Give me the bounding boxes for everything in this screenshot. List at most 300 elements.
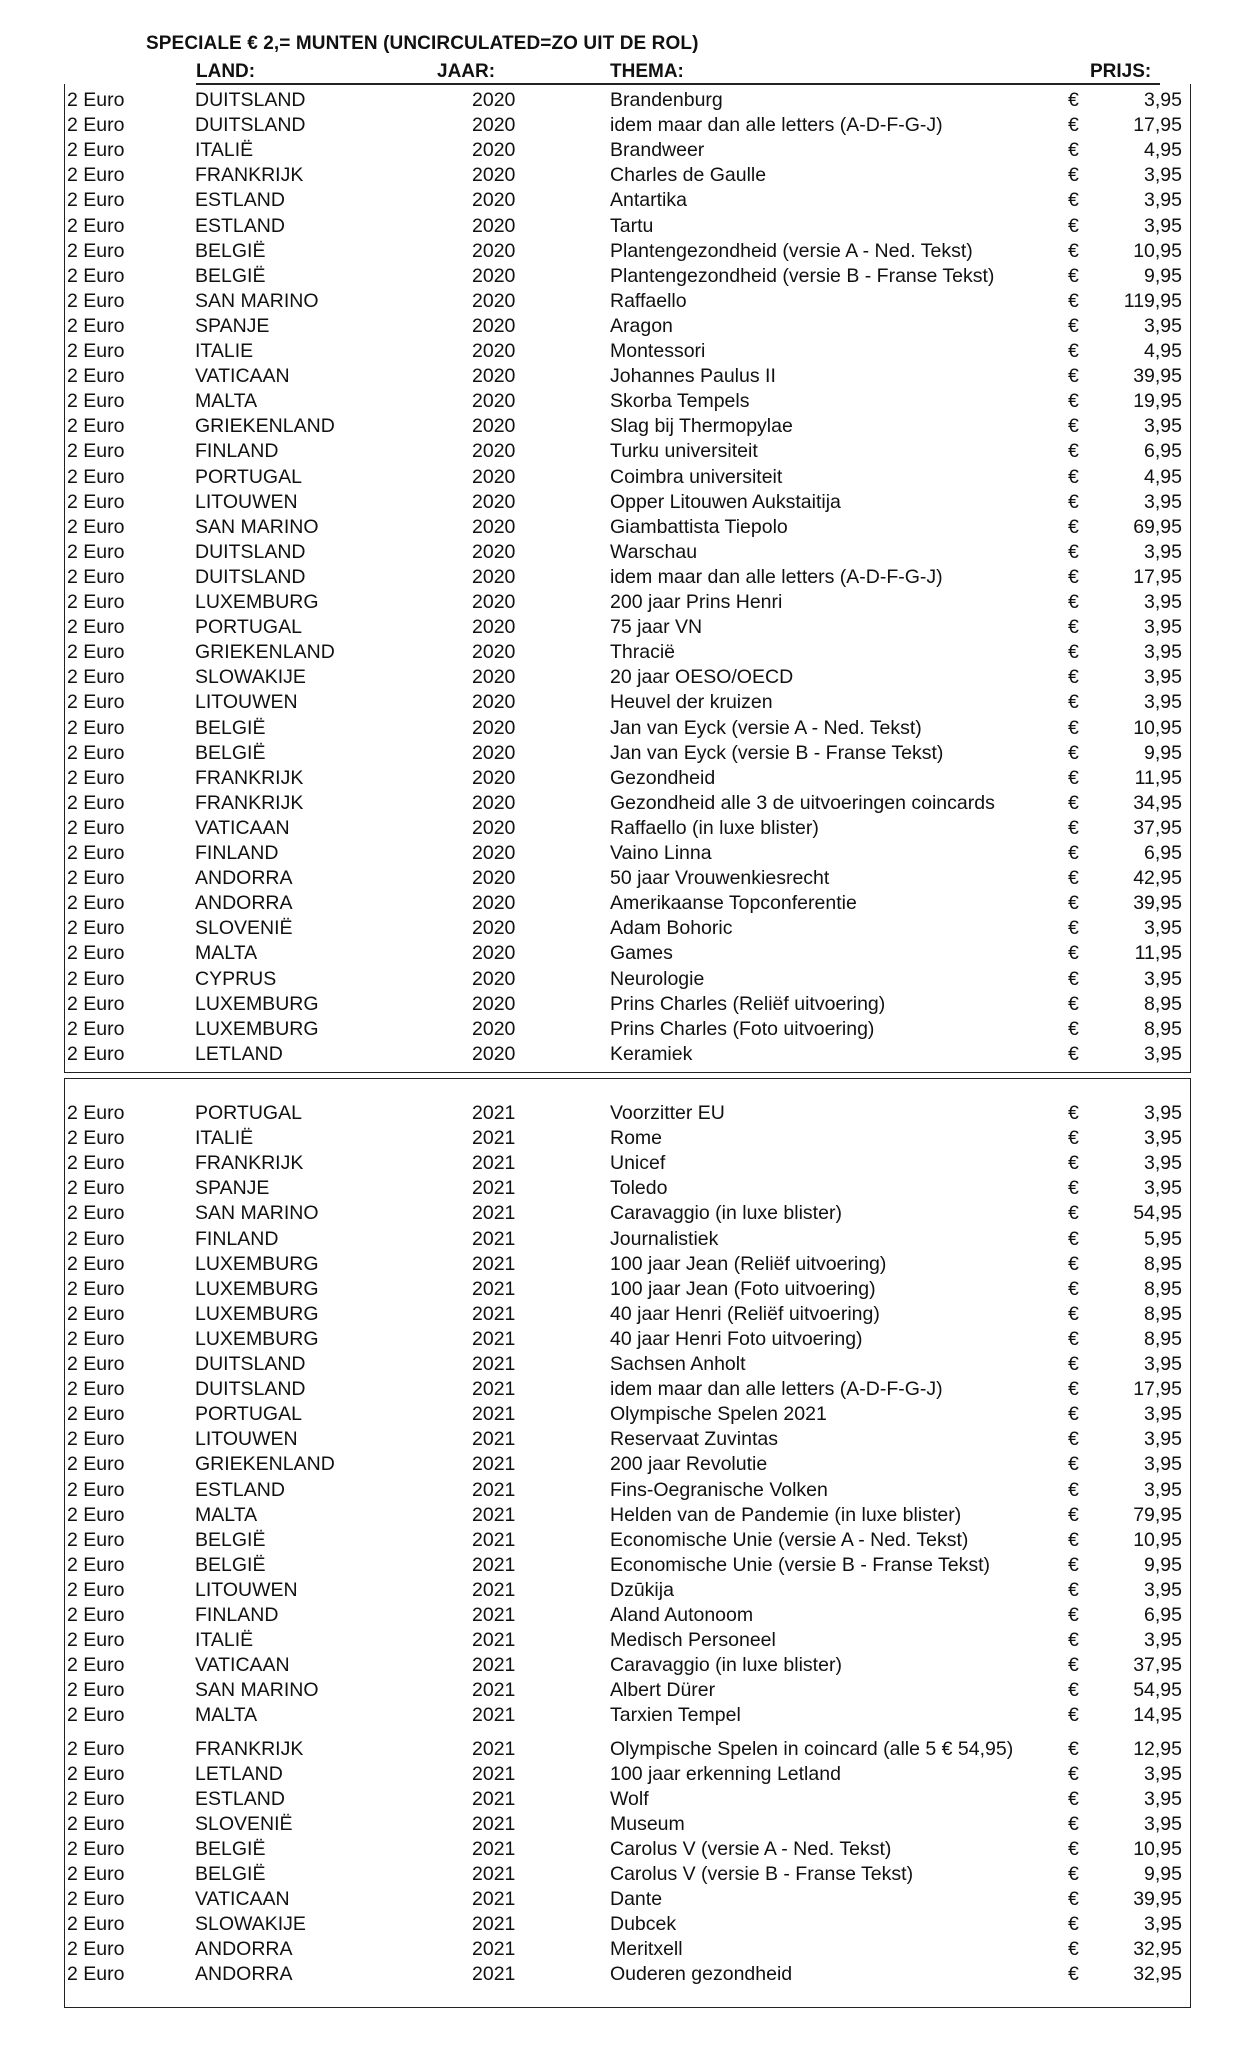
cell-unit: 2 Euro xyxy=(67,1812,125,1835)
cell-unit: 2 Euro xyxy=(67,1403,125,1426)
table-row xyxy=(65,1962,1190,1987)
cell-thema: Games xyxy=(610,942,673,965)
cell-currency: € xyxy=(1068,314,1079,337)
table-row xyxy=(65,1937,1190,1962)
cell-prijs: 3,95 xyxy=(1144,1578,1182,1601)
table-row xyxy=(65,1812,1190,1837)
cell-currency: € xyxy=(1068,1704,1079,1727)
cell-thema: 50 jaar Vrouwenkiesrecht xyxy=(610,867,830,890)
cell-thema: Vaino Linna xyxy=(610,842,712,864)
table-row xyxy=(65,1887,1190,1912)
cell-unit: 2 Euro xyxy=(67,1202,125,1225)
cell-land: CYPRUS xyxy=(195,967,277,990)
cell-thema: Gezondheid alle 3 de uitvoeringen coincards xyxy=(610,791,995,814)
cell-prijs: 10,95 xyxy=(1133,1837,1182,1860)
table-row xyxy=(65,1176,1190,1201)
table-row xyxy=(65,665,1190,690)
cell-jaar: 2020 xyxy=(472,515,516,538)
cell-prijs: 8,95 xyxy=(1144,1302,1182,1325)
cell-currency: € xyxy=(1068,515,1079,538)
cell-jaar: 2020 xyxy=(472,314,516,337)
cell-thema: Toledo xyxy=(610,1177,668,1200)
cell-unit: 2 Euro xyxy=(67,264,125,287)
cell-land: FINLAND xyxy=(195,440,279,463)
cell-prijs: 3,95 xyxy=(1144,540,1182,563)
cell-jaar: 2020 xyxy=(472,666,516,689)
cell-prijs: 19,95 xyxy=(1133,390,1182,413)
cell-thema: idem maar dan alle letters (A-D-F-G-J) xyxy=(610,565,943,588)
cell-unit: 2 Euro xyxy=(67,616,125,639)
cell-thema: Fins-Oegranische Volken xyxy=(610,1478,828,1501)
cell-unit: 2 Euro xyxy=(67,1353,125,1375)
cell-jaar: 2020 xyxy=(472,591,516,613)
cell-currency: € xyxy=(1068,189,1079,212)
cell-prijs: 9,95 xyxy=(1144,1863,1182,1885)
cell-unit: 2 Euro xyxy=(67,1042,125,1065)
cell-unit: 2 Euro xyxy=(67,967,125,990)
cell-land: VATICAAN xyxy=(195,1654,290,1677)
cell-thema: Carolus V (versie A - Ned. Tekst) xyxy=(610,1837,892,1860)
cell-jaar: 2020 xyxy=(472,540,516,563)
cell-jaar: 2020 xyxy=(472,289,516,312)
cell-unit: 2 Euro xyxy=(67,1938,125,1961)
cell-prijs: 8,95 xyxy=(1144,992,1182,1015)
cell-prijs: 8,95 xyxy=(1144,1327,1182,1350)
cell-currency: € xyxy=(1068,1787,1079,1810)
cell-prijs: 8,95 xyxy=(1144,1017,1182,1040)
cell-thema: 40 jaar Henri (Reliëf uitvoering) xyxy=(610,1302,880,1325)
cell-currency: € xyxy=(1068,1913,1079,1936)
cell-unit: 2 Euro xyxy=(67,1679,125,1702)
table-row xyxy=(65,1678,1190,1703)
table-row xyxy=(65,1151,1190,1176)
cell-prijs: 39,95 xyxy=(1133,1888,1182,1911)
cell-thema: Adam Bohoric xyxy=(610,917,733,940)
cell-unit: 2 Euro xyxy=(67,1327,125,1350)
table-row xyxy=(65,314,1190,339)
cell-currency: € xyxy=(1068,1604,1079,1626)
table-row xyxy=(65,515,1190,540)
cell-unit: 2 Euro xyxy=(67,1863,125,1885)
cell-jaar: 2020 xyxy=(472,641,516,664)
cell-prijs: 3,95 xyxy=(1144,314,1182,337)
cell-prijs: 3,95 xyxy=(1144,691,1182,714)
cell-jaar: 2020 xyxy=(472,164,516,187)
cell-thema: Carolus V (versie B - Franse Tekst) xyxy=(610,1863,914,1885)
cell-unit: 2 Euro xyxy=(67,1453,125,1476)
cell-jaar: 2021 xyxy=(472,1528,516,1551)
cell-land: ITALIE xyxy=(195,340,254,362)
table-row xyxy=(65,1478,1190,1503)
table-row xyxy=(65,490,1190,515)
cell-prijs: 9,95 xyxy=(1144,1553,1182,1576)
cell-thema: 100 jaar Jean (Reliëf uitvoering) xyxy=(610,1252,887,1275)
cell-land: DUITSLAND xyxy=(195,565,306,588)
cell-jaar: 2021 xyxy=(472,1102,516,1124)
table-row xyxy=(65,1703,1190,1728)
cell-prijs: 6,95 xyxy=(1144,440,1182,463)
cell-currency: € xyxy=(1068,967,1079,990)
cell-jaar: 2020 xyxy=(472,741,516,764)
cell-jaar: 2021 xyxy=(472,1737,516,1760)
cell-prijs: 4,95 xyxy=(1144,139,1182,162)
cell-prijs: 54,95 xyxy=(1133,1202,1182,1225)
cell-currency: € xyxy=(1068,1478,1079,1501)
cell-jaar: 2020 xyxy=(472,992,516,1015)
cell-jaar: 2021 xyxy=(472,1888,516,1911)
table-row xyxy=(65,1762,1190,1787)
cell-thema: Tartu xyxy=(610,214,654,237)
cell-currency: € xyxy=(1068,1888,1079,1911)
cell-land: LUXEMBURG xyxy=(195,1302,319,1325)
table-row xyxy=(65,1302,1190,1327)
cell-prijs: 3,95 xyxy=(1144,967,1182,990)
cell-currency: € xyxy=(1068,1302,1079,1325)
table-row xyxy=(65,540,1190,565)
cell-unit: 2 Euro xyxy=(67,1127,125,1150)
cell-land: LETLAND xyxy=(195,1042,283,1065)
header-land: LAND: xyxy=(196,61,256,82)
cell-thema: Aland Autonoom xyxy=(610,1604,754,1626)
cell-prijs: 69,95 xyxy=(1133,515,1182,538)
cell-land: ITALIË xyxy=(195,139,254,162)
cell-land: VATICAAN xyxy=(195,816,290,839)
cell-prijs: 3,95 xyxy=(1144,1812,1182,1835)
cell-thema: Caravaggio (in luxe blister) xyxy=(610,1202,842,1225)
cell-unit: 2 Euro xyxy=(67,1302,125,1325)
cell-currency: € xyxy=(1068,1403,1079,1426)
cell-unit: 2 Euro xyxy=(67,515,125,538)
table-row xyxy=(65,414,1190,439)
cell-unit: 2 Euro xyxy=(67,490,125,513)
cell-land: VATICAAN xyxy=(195,1888,290,1911)
cell-thema: Albert Dürer xyxy=(610,1679,716,1702)
cell-unit: 2 Euro xyxy=(67,540,125,563)
cell-currency: € xyxy=(1068,1127,1079,1150)
cell-unit: 2 Euro xyxy=(67,816,125,839)
cell-unit: 2 Euro xyxy=(67,1963,125,1986)
cell-prijs: 3,95 xyxy=(1144,1102,1182,1124)
cell-unit: 2 Euro xyxy=(67,1604,125,1626)
cell-prijs: 8,95 xyxy=(1144,1252,1182,1275)
cell-land: MALTA xyxy=(195,390,258,413)
cell-currency: € xyxy=(1068,892,1079,915)
cell-jaar: 2021 xyxy=(472,1578,516,1601)
table-row xyxy=(65,741,1190,766)
cell-currency: € xyxy=(1068,1227,1079,1250)
cell-land: LUXEMBURG xyxy=(195,1327,319,1350)
cell-prijs: 3,95 xyxy=(1144,591,1182,613)
cell-unit: 2 Euro xyxy=(67,1528,125,1551)
table-row xyxy=(65,1227,1190,1252)
table-row xyxy=(65,1352,1190,1377)
cell-unit: 2 Euro xyxy=(67,139,125,162)
cell-jaar: 2020 xyxy=(472,239,516,262)
table-row xyxy=(65,565,1190,590)
cell-prijs: 34,95 xyxy=(1133,791,1182,814)
cell-unit: 2 Euro xyxy=(67,1152,125,1175)
cell-unit: 2 Euro xyxy=(67,1227,125,1250)
cell-currency: € xyxy=(1068,490,1079,513)
cell-land: ANDORRA xyxy=(195,892,293,915)
cell-prijs: 3,95 xyxy=(1144,666,1182,689)
table-row xyxy=(65,465,1190,490)
cell-land: ESTLAND xyxy=(195,1478,285,1501)
cell-currency: € xyxy=(1068,842,1079,864)
cell-thema: Johannes Paulus II xyxy=(610,365,776,388)
cell-unit: 2 Euro xyxy=(67,641,125,664)
table-row xyxy=(65,1528,1190,1553)
cell-land: FINLAND xyxy=(195,1227,279,1250)
table-row xyxy=(65,1603,1190,1628)
cell-thema: Slag bij Thermopylae xyxy=(610,415,793,438)
cell-currency: € xyxy=(1068,867,1079,890)
cell-land: FRANKRIJK xyxy=(195,164,304,187)
cell-currency: € xyxy=(1068,641,1079,664)
cell-thema: Helden van de Pandemie (in luxe blister) xyxy=(610,1503,962,1526)
cell-jaar: 2021 xyxy=(472,1403,516,1426)
cell-land: BELGIË xyxy=(195,1863,266,1885)
cell-currency: € xyxy=(1068,390,1079,413)
cell-land: SAN MARINO xyxy=(195,515,319,538)
table-row xyxy=(65,1252,1190,1277)
cell-thema: Plantengezondheid (versie B - Franse Tekst) xyxy=(610,264,995,287)
table-row xyxy=(65,1201,1190,1226)
cell-prijs: 3,95 xyxy=(1144,641,1182,664)
cell-land: SLOVENIË xyxy=(195,917,293,940)
cell-jaar: 2020 xyxy=(472,791,516,814)
cell-prijs: 32,95 xyxy=(1133,1963,1182,1986)
cell-thema: Jan van Eyck (versie A - Ned. Tekst) xyxy=(610,716,922,739)
cell-jaar: 2020 xyxy=(472,716,516,739)
cell-prijs: 119,95 xyxy=(1123,289,1182,312)
table-row xyxy=(65,766,1190,791)
cell-jaar: 2021 xyxy=(472,1704,516,1727)
cell-thema: Charles de Gaulle xyxy=(610,164,767,187)
cell-thema: Raffaello (in luxe blister) xyxy=(610,816,819,839)
cell-currency: € xyxy=(1068,1277,1079,1300)
cell-currency: € xyxy=(1068,942,1079,965)
cell-jaar: 2021 xyxy=(472,1604,516,1626)
cell-currency: € xyxy=(1068,1252,1079,1275)
cell-land: DUITSLAND xyxy=(195,114,306,137)
cell-prijs: 3,95 xyxy=(1144,415,1182,438)
cell-land: FRANKRIJK xyxy=(195,791,304,814)
cell-prijs: 54,95 xyxy=(1133,1679,1182,1702)
cell-currency: € xyxy=(1068,465,1079,488)
cell-land: MALTA xyxy=(195,1503,258,1526)
cell-currency: € xyxy=(1068,214,1079,237)
cell-unit: 2 Euro xyxy=(67,164,125,187)
cell-jaar: 2020 xyxy=(472,189,516,212)
cell-unit: 2 Euro xyxy=(67,992,125,1015)
table-section-2020 xyxy=(64,84,1191,1073)
cell-prijs: 3,95 xyxy=(1144,616,1182,639)
cell-thema: 20 jaar OESO/OECD xyxy=(610,666,794,689)
cell-unit: 2 Euro xyxy=(67,741,125,764)
cell-land: LITOUWEN xyxy=(195,691,298,714)
cell-jaar: 2021 xyxy=(472,1679,516,1702)
cell-land: LITOUWEN xyxy=(195,1578,298,1601)
table-row xyxy=(65,1327,1190,1352)
cell-thema: Sachsen Anholt xyxy=(610,1353,746,1375)
cell-land: LUXEMBURG xyxy=(195,1017,319,1040)
cell-unit: 2 Euro xyxy=(67,1252,125,1275)
cell-jaar: 2021 xyxy=(472,1913,516,1936)
cell-unit: 2 Euro xyxy=(67,340,125,362)
cell-prijs: 3,95 xyxy=(1144,164,1182,187)
cell-land: PORTUGAL xyxy=(195,1102,302,1124)
cell-currency: € xyxy=(1068,691,1079,714)
table-section-2021 xyxy=(64,1078,1191,2008)
cell-land: ANDORRA xyxy=(195,867,293,890)
cell-unit: 2 Euro xyxy=(67,791,125,814)
cell-unit: 2 Euro xyxy=(67,917,125,940)
table-row xyxy=(65,841,1190,866)
table-row xyxy=(65,1628,1190,1653)
cell-thema: Antartika xyxy=(610,189,687,212)
table-row xyxy=(65,1017,1190,1042)
page-title: SPECIALE € 2,= MUNTEN (UNCIRCULATED=ZO UIT DE ROL) xyxy=(146,33,699,54)
cell-thema: Skorba Tempels xyxy=(610,390,750,413)
table-row xyxy=(65,816,1190,841)
cell-jaar: 2020 xyxy=(472,415,516,438)
table-row xyxy=(65,188,1190,213)
cell-land: ANDORRA xyxy=(195,1938,293,1961)
cell-currency: € xyxy=(1068,1629,1079,1652)
cell-jaar: 2021 xyxy=(472,1177,516,1200)
cell-land: ITALIË xyxy=(195,1629,254,1652)
cell-thema: Keramiek xyxy=(610,1042,693,1065)
cell-thema: 100 jaar Jean (Foto uitvoering) xyxy=(610,1277,876,1300)
cell-currency: € xyxy=(1068,1812,1079,1835)
cell-land: GRIEKENLAND xyxy=(195,641,335,664)
cell-currency: € xyxy=(1068,164,1079,187)
cell-prijs: 3,95 xyxy=(1144,1127,1182,1150)
cell-currency: € xyxy=(1068,1177,1079,1200)
cell-jaar: 2020 xyxy=(472,1042,516,1065)
cell-unit: 2 Euro xyxy=(67,716,125,739)
cell-jaar: 2020 xyxy=(472,616,516,639)
cell-unit: 2 Euro xyxy=(67,89,125,111)
cell-unit: 2 Euro xyxy=(67,691,125,714)
cell-currency: € xyxy=(1068,591,1079,613)
table-row xyxy=(65,590,1190,615)
cell-prijs: 42,95 xyxy=(1133,867,1182,890)
cell-land: PORTUGAL xyxy=(195,1403,302,1426)
cell-unit: 2 Euro xyxy=(67,1787,125,1810)
header-prijs: PRIJS: xyxy=(1090,61,1152,82)
cell-jaar: 2021 xyxy=(472,1127,516,1150)
cell-land: SLOWAKIJE xyxy=(195,1913,306,1936)
cell-currency: € xyxy=(1068,365,1079,388)
cell-prijs: 37,95 xyxy=(1133,1654,1182,1677)
cell-unit: 2 Euro xyxy=(67,1277,125,1300)
cell-thema: 40 jaar Henri Foto uitvoering) xyxy=(610,1327,863,1350)
cell-jaar: 2021 xyxy=(472,1629,516,1652)
cell-thema: Dzūkija xyxy=(610,1578,674,1601)
table-row xyxy=(65,439,1190,464)
table-row xyxy=(65,1737,1190,1762)
cell-thema: Prins Charles (Foto uitvoering) xyxy=(610,1017,875,1040)
cell-unit: 2 Euro xyxy=(67,1654,125,1677)
cell-jaar: 2021 xyxy=(472,1503,516,1526)
cell-unit: 2 Euro xyxy=(67,189,125,212)
cell-land: DUITSLAND xyxy=(195,89,306,111)
cell-thema: Dante xyxy=(610,1888,663,1911)
cell-jaar: 2021 xyxy=(472,1963,516,1986)
cell-thema: Meritxell xyxy=(610,1938,683,1961)
cell-jaar: 2020 xyxy=(472,892,516,915)
cell-thema: idem maar dan alle letters (A-D-F-G-J) xyxy=(610,1378,943,1401)
cell-thema: Ouderen gezondheid xyxy=(610,1963,793,1986)
cell-thema: 100 jaar erkenning Letland xyxy=(610,1762,841,1785)
cell-prijs: 3,95 xyxy=(1144,89,1182,111)
cell-jaar: 2020 xyxy=(472,264,516,287)
cell-currency: € xyxy=(1068,1679,1079,1702)
cell-jaar: 2021 xyxy=(472,1327,516,1350)
cell-unit: 2 Euro xyxy=(67,390,125,413)
cell-currency: € xyxy=(1068,1553,1079,1576)
cell-jaar: 2020 xyxy=(472,440,516,463)
cell-prijs: 3,95 xyxy=(1144,1478,1182,1501)
cell-unit: 2 Euro xyxy=(67,1913,125,1936)
table-row xyxy=(65,1503,1190,1528)
cell-jaar: 2020 xyxy=(472,842,516,864)
cell-land: SPANJE xyxy=(195,314,270,337)
cell-prijs: 11,95 xyxy=(1134,942,1182,965)
cell-jaar: 2020 xyxy=(472,942,516,965)
cell-currency: € xyxy=(1068,1528,1079,1551)
cell-prijs: 3,95 xyxy=(1144,1152,1182,1175)
cell-thema: 75 jaar VN xyxy=(610,616,703,639)
cell-prijs: 3,95 xyxy=(1144,1762,1182,1785)
cell-thema: Jan van Eyck (versie B - Franse Tekst) xyxy=(610,741,944,764)
cell-currency: € xyxy=(1068,1428,1079,1451)
cell-thema: Brandweer xyxy=(610,139,705,162)
cell-prijs: 37,95 xyxy=(1133,816,1182,839)
table-row xyxy=(65,264,1190,289)
cell-prijs: 3,95 xyxy=(1144,490,1182,513)
cell-jaar: 2021 xyxy=(472,1378,516,1401)
cell-land: BELGIË xyxy=(195,1553,266,1576)
cell-currency: € xyxy=(1068,917,1079,940)
cell-prijs: 3,95 xyxy=(1144,189,1182,212)
cell-jaar: 2021 xyxy=(472,1152,516,1175)
table-row xyxy=(65,1787,1190,1812)
cell-thema: Coimbra universiteit xyxy=(610,465,783,488)
cell-prijs: 3,95 xyxy=(1144,1177,1182,1200)
cell-currency: € xyxy=(1068,1353,1079,1375)
cell-currency: € xyxy=(1068,1762,1079,1785)
cell-thema: Olympische Spelen in coincard (alle 5 € 54,95) xyxy=(610,1737,1014,1760)
cell-currency: € xyxy=(1068,1654,1079,1677)
cell-jaar: 2021 xyxy=(472,1787,516,1810)
cell-unit: 2 Euro xyxy=(67,1017,125,1040)
table-row xyxy=(65,941,1190,966)
cell-jaar: 2020 xyxy=(472,465,516,488)
cell-land: ESTLAND xyxy=(195,189,285,212)
cell-currency: € xyxy=(1068,340,1079,362)
cell-unit: 2 Euro xyxy=(67,842,125,864)
cell-thema: Voorzitter EU xyxy=(610,1102,725,1124)
cell-unit: 2 Euro xyxy=(67,565,125,588)
cell-land: LUXEMBURG xyxy=(195,992,319,1015)
cell-land: FRANKRIJK xyxy=(195,1152,304,1175)
cell-land: ITALIË xyxy=(195,1127,254,1150)
cell-jaar: 2020 xyxy=(472,816,516,839)
cell-thema: Reservaat Zuvintas xyxy=(610,1428,778,1451)
